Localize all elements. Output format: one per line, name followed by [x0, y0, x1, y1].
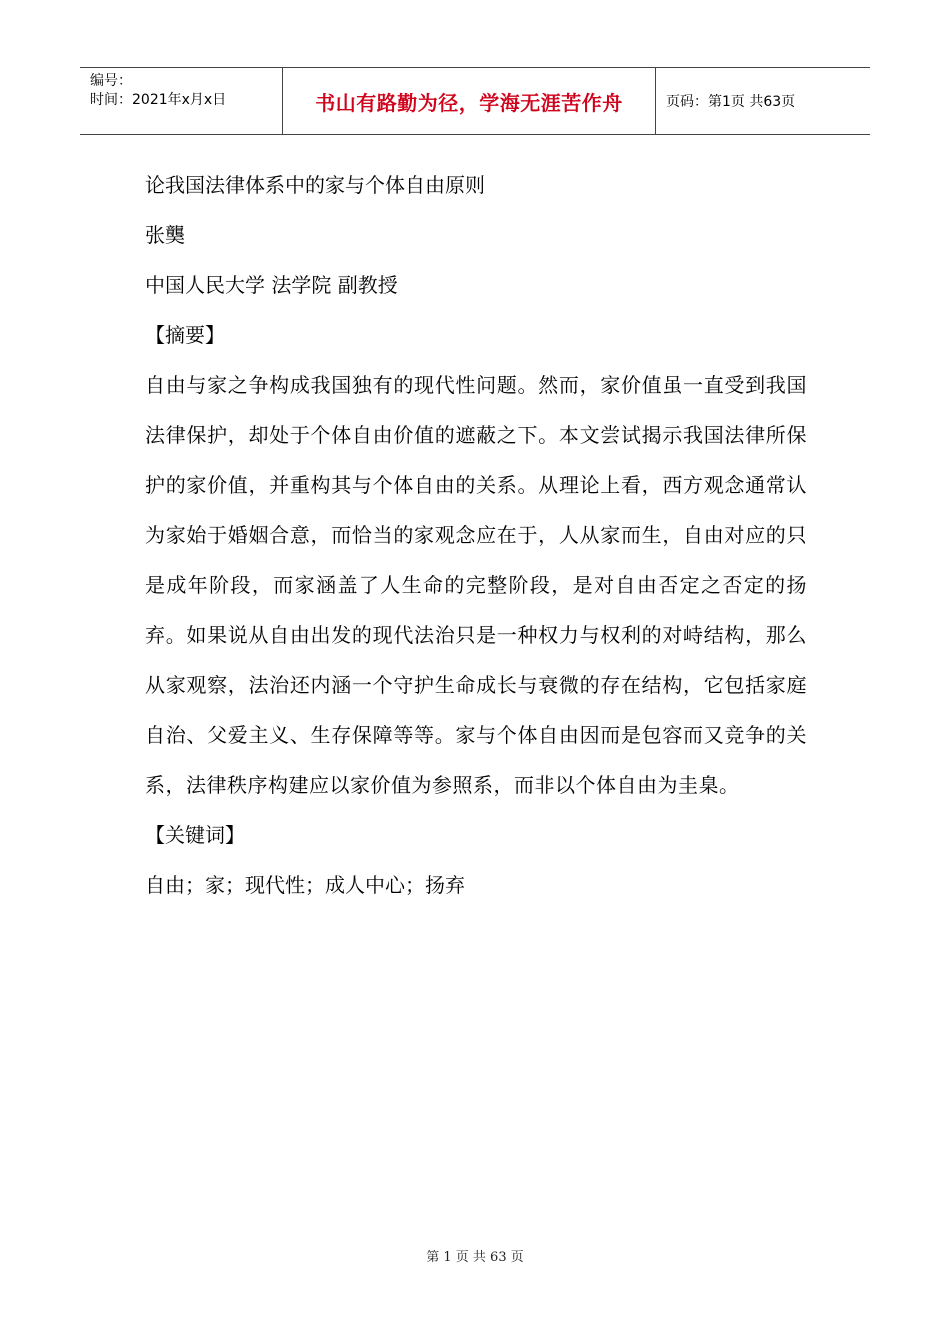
header-motto-cell — [283, 68, 656, 134]
page-info: 页码：第1页 共63页 — [666, 94, 796, 110]
header-page-cell — [656, 68, 870, 134]
page-footer: 第 1 页 共 63 页 — [426, 1250, 524, 1265]
keywords-heading: 【关键词】 — [145, 823, 245, 847]
abstract-heading: 【摘要】 — [145, 323, 225, 347]
number-label: 编号： — [90, 73, 132, 89]
date-label: 时间：2021年x月x日 — [90, 92, 227, 108]
header-meta-cell — [80, 68, 283, 134]
page-header-table — [80, 67, 870, 135]
author-name: 张龑 — [145, 223, 185, 247]
motto-text: 书山有路勤为径，学海无涯苦作舟 — [315, 90, 623, 115]
abstract-paragraph: 自由与家之争构成我国独有的现代性问题。然而，家价值虽一直受到我国法律保护，却处于个体自由价值的遮蔽之下。本文尝试揭示我国法律所保护的家价值，并重构其与个体自由的关系。从理论上看，西方观念通常认为家始于婚姻合意，而恰当的家观念应在于，人从家而生，自由对应的只是成年阶段，而家涵盖了人生命的完整阶段，是对自由否定之否定的扬弃。如果说从自由出发的现代法治只是一种权力与权利的对峙结构，那么从家观察，法治还内涵一个守护生命成长与衰微的存在结构，它包括家庭自治、父爱主义、生存保障等等。家与个体自由因而是包容而又竞争的关系，法律秩序构建应以家价值为参照系，而非以个体自由为圭臬。 — [145, 373, 807, 797]
document-title: 论我国法律体系中的家与个体自由原则 — [145, 173, 485, 197]
author-affiliation: 中国人民大学 法学院 副教授 — [145, 273, 398, 297]
document-body — [145, 160, 815, 910]
keywords-list: 自由；家；现代性；成人中心；扬弃 — [145, 873, 465, 897]
